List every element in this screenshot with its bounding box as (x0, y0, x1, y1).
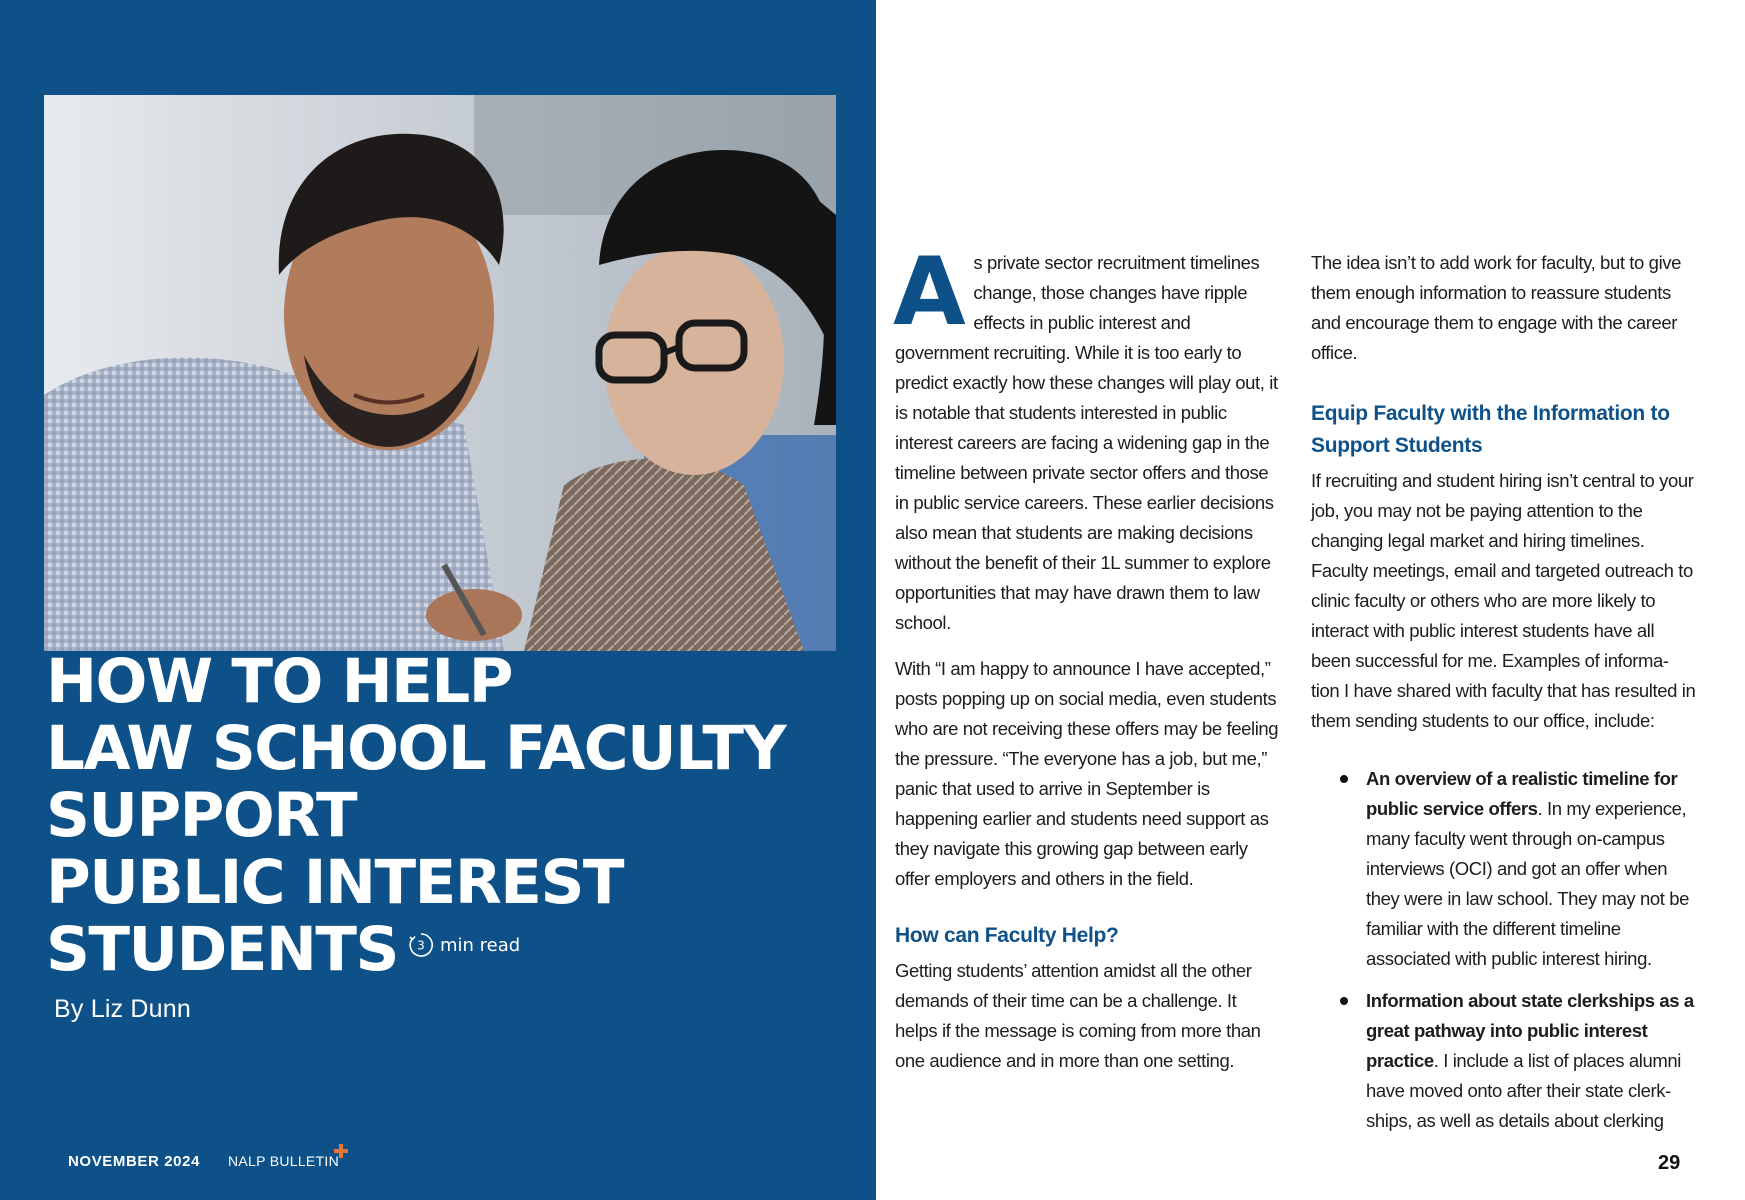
title-line-2: LAW SCHOOL FACULTY (46, 713, 786, 784)
bullet-dot-icon (1340, 775, 1348, 783)
bullet-text: . I include a list of places alumni have moved onto after their state clerk-ships, as well as details about clerking (1366, 1050, 1681, 1131)
byline: By Liz Dunn (54, 995, 191, 1023)
issue-date: NOVEMBER 2024 (68, 1153, 201, 1170)
paragraph-1-text: s private sector recruitment timelines change, those changes have ripple effects in public interest and government recruiting. While it is too early to predict exactly how these changes will play out, it is notable that students interested in public interest careers are facing a widening gap in the timeline between private sector offers and those in public service careers. These earlier decisions also mean that students are making decisions without the benefit of their 1L summer to explore opportunities that may have drawn them to law school. (895, 252, 1278, 633)
section-heading-faculty-help: How can Faculty Help? (895, 924, 1119, 947)
bullet-bold-text: Information about state clerkships as a great pathway into public interest practice (1366, 990, 1694, 1071)
page-number: 29 (1658, 1152, 1681, 1174)
article-column-1 (893, 238, 1280, 1092)
bullet-text: . In my experience, many faculty went through on-campus interviews (OCI) and got an offer when they were in law school. They may not be familiar with the different timeline associated with public interest hiring. (1366, 798, 1689, 969)
photo-two-people-icon (44, 95, 836, 651)
title-line-3: SUPPORT (46, 780, 357, 851)
paragraph-4: The idea isn’t to add work for faculty, but to give them enough information to reassure students and encourage them to engage with the career office. (1311, 252, 1682, 363)
article-column-2 (1311, 248, 1696, 1148)
article-photo (44, 95, 836, 651)
bullet-dot-icon (1340, 997, 1348, 1005)
section-heading-equip-faculty: Equip Faculty with the Information to Support Students (1311, 402, 1670, 457)
drop-cap: A (893, 238, 966, 347)
paragraph-2: With “I am happy to announce I have accepted,” posts popping up on social media, even students who are not receiving these offers may be feeling the pressure. “The everyone has a job, but me,” panic that used to arrive in September is happening earlier and students need support as they navigate this growing gap between early offer employers and others in the field. (895, 658, 1279, 889)
article-title (46, 648, 846, 987)
publication-name: NALP BULLETIN (228, 1153, 340, 1169)
read-time-number: 3 (417, 938, 425, 953)
bullet-list (1311, 764, 1696, 1136)
read-time (408, 912, 520, 979)
list-item (1366, 764, 1696, 974)
title-line-1: HOW TO HELP (46, 646, 512, 717)
paragraph-3: Getting students’ attention amidst all the other demands of their time can be a challenge. It helps if the message is coming from more than one audience and in more than one setting. (895, 960, 1261, 1071)
timer-icon (408, 932, 434, 958)
title-line-4: PUBLIC INTEREST (46, 847, 624, 918)
list-item (1366, 986, 1696, 1136)
read-time-label: min read (439, 934, 521, 956)
title-line-5-text: STUDENTS (46, 914, 398, 985)
plus-icon (334, 1144, 348, 1158)
paragraph-5: If recruiting and student hiring isn’t central to your job, you may not be paying attention to the changing legal market and hiring timelines. Faculty meetings, email and targeted outreach to clinic faculty or others who are more likely to interact with public interest students have all been successful for me. Examples of informa-tion I have shared with faculty that has resulted in them sending students to our office, include: (1311, 470, 1696, 731)
paragraph-1 (893, 238, 1280, 638)
title-line-5 (46, 916, 846, 987)
bullet-bold-text: An overview of a realistic timeline for public service offers (1366, 768, 1678, 819)
